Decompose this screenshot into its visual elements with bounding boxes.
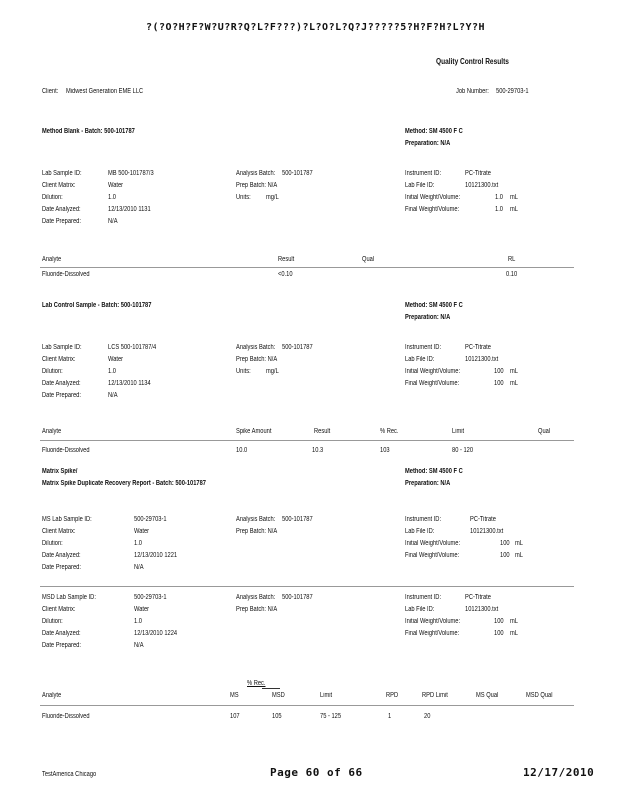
ms-right-label-1: Lab File ID: <box>405 528 435 535</box>
lcs-mid-value-0: 500-101787 <box>282 344 313 351</box>
mb-right-label-3: Final Weight/Volume: <box>405 206 460 213</box>
mb-right-label-0: Instrument ID: <box>405 170 442 177</box>
mb-mid-label-2: Units: <box>236 194 251 201</box>
lcs-row-result: 10.3 <box>312 447 324 454</box>
lcs-left-label-1: Client Matrix: <box>42 356 76 363</box>
msd-left-value-4: N/A <box>134 642 144 649</box>
lcs-right-value-2: 100 <box>494 368 504 375</box>
msd-mid-label-1: Prep Batch: N/A <box>236 606 278 613</box>
lcs-mid-label-1: Prep Batch: N/A <box>236 356 278 363</box>
mb-row-rl: 0.10 <box>506 271 518 278</box>
mb-mid-label-0: Analysis Batch: <box>236 170 276 177</box>
ms-right-unit-3: mL <box>515 552 523 559</box>
msd-left-label-4: Date Prepared: <box>42 642 81 649</box>
job-number-label: Job Number: <box>456 88 489 95</box>
ms-preparation: Preparation: N/A <box>405 480 451 487</box>
footer-page-number: Page 60 of 66 <box>270 766 363 779</box>
mb-col-rl: RL <box>508 256 516 263</box>
lcs-right-label-1: Lab File ID: <box>405 356 435 363</box>
msd-left-label-3: Date Analyzed: <box>42 630 81 637</box>
lcs-preparation: Preparation: N/A <box>405 314 451 321</box>
lcs-method: Method: SM 4500 F C <box>405 302 463 309</box>
lcs-row-limit: 80 - 120 <box>452 447 474 454</box>
lcs-col-limit: Limit <box>452 428 465 435</box>
lcs-left-label-2: Dilution: <box>42 368 63 375</box>
msd-col-ms-qual: MS Qual <box>476 692 499 699</box>
msd-left-value-1: Water <box>134 606 150 613</box>
mb-col-result: Result <box>278 256 295 263</box>
lcs-row-analyte: Fluoride-Dissolved <box>42 447 90 454</box>
ms-method: Method: SM 4500 F C <box>405 468 463 475</box>
lcs-row-spike-amount: 10.0 <box>236 447 248 454</box>
msd-right-value-3: 100 <box>494 630 504 637</box>
msd-right-label-0: Instrument ID: <box>405 594 442 601</box>
lcs-col-spike-amount: Spike Amount <box>236 428 272 435</box>
mb-left-value-1: Water <box>108 182 124 189</box>
msd-rec-group-label: % Rec. <box>247 680 266 687</box>
ms-right-value-3: 100 <box>500 552 510 559</box>
mb-right-label-2: Initial Weight/Volume: <box>405 194 461 201</box>
footer-date: 12/17/2010 <box>523 766 595 779</box>
ms-right-value-2: 100 <box>500 540 510 547</box>
lcs-left-value-3: 12/13/2010 1134 <box>108 380 151 387</box>
ms-left-value-3: 12/13/2010 1221 <box>134 552 178 559</box>
msd-rec-underline <box>262 688 280 689</box>
client-name: Midwest Generation EME LLC <box>66 88 144 95</box>
ms-right-label-2: Initial Weight/Volume: <box>405 540 461 547</box>
mb-right-value-0: PC-Titrate <box>465 170 491 177</box>
lcs-col-qual: Qual <box>538 428 551 435</box>
mb-left-label-0: Lab Sample ID: <box>42 170 82 177</box>
mb-row-result: <0.10 <box>278 271 293 278</box>
msd-right-label-2: Initial Weight/Volume: <box>405 618 461 625</box>
msd-right-label-1: Lab File ID: <box>405 606 435 613</box>
mb-left-value-3: 12/13/2010 1131 <box>108 206 151 213</box>
lcs-right-value-3: 100 <box>494 380 504 387</box>
ms-left-value-0: 500-29703-1 <box>134 516 167 523</box>
mb-left-label-4: Date Prepared: <box>42 218 81 225</box>
ms-mid-label-1: Prep Batch: N/A <box>236 528 278 535</box>
ms-right-unit-2: mL <box>515 540 523 547</box>
lcs-col-analyte: Analyte <box>42 428 62 435</box>
ms-left-label-1: Client Matrix: <box>42 528 76 535</box>
msd-right-value-1: 10121300.txt <box>465 606 499 613</box>
lcs-mid-value-2: mg/L <box>266 368 279 375</box>
lcs-right-label-2: Initial Weight/Volume: <box>405 368 461 375</box>
ms-title-line2: Matrix Spike Duplicate Recovery Report - Batch: 500-101787 <box>42 480 206 487</box>
mb-col-analyte: Analyte <box>42 256 62 263</box>
msd-right-unit-3: mL <box>510 630 518 637</box>
report-title: Quality Control Results <box>436 57 509 66</box>
mb-left-value-2: 1.0 <box>108 194 116 201</box>
lcs-table-rule <box>40 440 574 441</box>
msd-right-value-2: 100 <box>494 618 504 625</box>
lcs-right-value-1: 10121300.txt <box>465 356 499 363</box>
msd-left-label-1: Client Matrix: <box>42 606 76 613</box>
msd-left-value-2: 1.0 <box>134 618 142 625</box>
msd-row-analyte: Fluoride-Dissolved <box>42 713 90 720</box>
ms-left-value-1: Water <box>134 528 150 535</box>
lcs-row-rec: 103 <box>380 447 390 454</box>
lcs-mid-label-2: Units: <box>236 368 251 375</box>
mb-right-value-3: 1.0 <box>495 206 503 213</box>
msd-col-rpd-limit: RPD Limit <box>422 692 448 699</box>
msd-col-limit: Limit <box>320 692 333 699</box>
ms-right-value-0: PC-Titrate <box>470 516 496 523</box>
mb-left-value-0: MB 500-101787/3 <box>108 170 154 177</box>
msd-left-value-0: 500-29703-1 <box>134 594 167 601</box>
msd-row-rpd-limit: 20 <box>424 713 431 720</box>
lcs-left-value-1: Water <box>108 356 124 363</box>
lcs-left-value-4: N/A <box>108 392 118 399</box>
msd-col-msd-qual: MSD Qual <box>526 692 553 699</box>
mb-left-label-1: Client Matrix: <box>42 182 76 189</box>
lcs-col-result: Result <box>314 428 331 435</box>
msd-col-ms: MS <box>230 692 239 699</box>
mb-left-label-2: Dilution: <box>42 194 63 201</box>
lcs-left-label-4: Date Prepared: <box>42 392 81 399</box>
mb-table-rule <box>40 267 574 268</box>
ms-left-value-4: N/A <box>134 564 144 571</box>
lcs-right-label-0: Instrument ID: <box>405 344 442 351</box>
ms-left-label-0: MS Lab Sample ID: <box>42 516 92 523</box>
lcs-left-value-0: LCS 500-101787/4 <box>108 344 157 351</box>
mb-mid-value-2: mg/L <box>266 194 279 201</box>
msd-col-analyte: Analyte <box>42 692 62 699</box>
mb-left-label-3: Date Analyzed: <box>42 206 81 213</box>
mb-mid-label-1: Prep Batch: N/A <box>236 182 278 189</box>
msd-right-unit-2: mL <box>510 618 518 625</box>
msd-table-rule <box>40 705 574 706</box>
msd-right-label-3: Final Weight/Volume: <box>405 630 460 637</box>
ms-mid-label-0: Analysis Batch: <box>236 516 276 523</box>
ms-left-label-4: Date Prepared: <box>42 564 81 571</box>
mb-right-value-2: 1.0 <box>495 194 503 201</box>
lcs-left-value-2: 1.0 <box>108 368 116 375</box>
msd-row-msd: 105 <box>272 713 282 720</box>
msd-right-value-0: PC-Titrate <box>465 594 491 601</box>
lcs-col-rec: % Rec. <box>380 428 399 435</box>
lcs-left-label-3: Date Analyzed: <box>42 380 81 387</box>
mb-mid-value-0: 500-101787 <box>282 170 313 177</box>
ms-right-value-1: 10121300.txt <box>470 528 504 535</box>
job-number: 500-29703-1 <box>496 88 529 95</box>
mb-preparation: Preparation: N/A <box>405 140 451 147</box>
mb-right-label-1: Lab File ID: <box>405 182 435 189</box>
mb-right-value-1: 10121300.txt <box>465 182 499 189</box>
msd-row-limit: 75 - 125 <box>320 713 342 720</box>
lcs-right-unit-2: mL <box>510 368 518 375</box>
mb-left-value-4: N/A <box>108 218 118 225</box>
msd-col-rpd: RPD <box>386 692 399 699</box>
lcs-title: Lab Control Sample - Batch: 500-101787 <box>42 302 152 309</box>
msd-left-label-2: Dilution: <box>42 618 63 625</box>
msd-col-msd: MSD <box>272 692 285 699</box>
mb-right-unit-2: mL <box>510 194 518 201</box>
msd-mid-value-0: 500-101787 <box>282 594 313 601</box>
footer-lab-name: TestAmerica Chicago <box>42 771 97 778</box>
ms-right-label-3: Final Weight/Volume: <box>405 552 460 559</box>
mb-title: Method Blank - Batch: 500-101787 <box>42 128 135 135</box>
client-label: Client: <box>42 88 59 95</box>
ms-msd-separator <box>40 586 574 587</box>
ms-left-label-3: Date Analyzed: <box>42 552 81 559</box>
ms-title-line1: Matrix Spike/ <box>42 468 78 475</box>
mb-col-qual: Qual <box>362 256 375 263</box>
msd-row-rpd: 1 <box>388 713 392 720</box>
msd-left-value-3: 12/13/2010 1224 <box>134 630 178 637</box>
lcs-left-label-0: Lab Sample ID: <box>42 344 82 351</box>
msd-mid-label-0: Analysis Batch: <box>236 594 276 601</box>
lcs-mid-label-0: Analysis Batch: <box>236 344 276 351</box>
mb-method: Method: SM 4500 F C <box>405 128 463 135</box>
mb-right-unit-3: mL <box>510 206 518 213</box>
lcs-right-label-3: Final Weight/Volume: <box>405 380 460 387</box>
mb-row-analyte: Fluoride-Dissolved <box>42 271 90 278</box>
ms-left-value-2: 1.0 <box>134 540 142 547</box>
header-code: ?(?O?H?F?W?U?R?Q?L?F???)?L?O?L?Q?J?????5?H?F?H?L?Y?H <box>146 22 486 33</box>
msd-left-label-0: MSD Lab Sample ID: <box>42 594 96 601</box>
ms-left-label-2: Dilution: <box>42 540 63 547</box>
ms-mid-value-0: 500-101787 <box>282 516 313 523</box>
lcs-right-unit-3: mL <box>510 380 518 387</box>
msd-row-ms: 107 <box>230 713 240 720</box>
lcs-right-value-0: PC-Titrate <box>465 344 491 351</box>
ms-right-label-0: Instrument ID: <box>405 516 442 523</box>
